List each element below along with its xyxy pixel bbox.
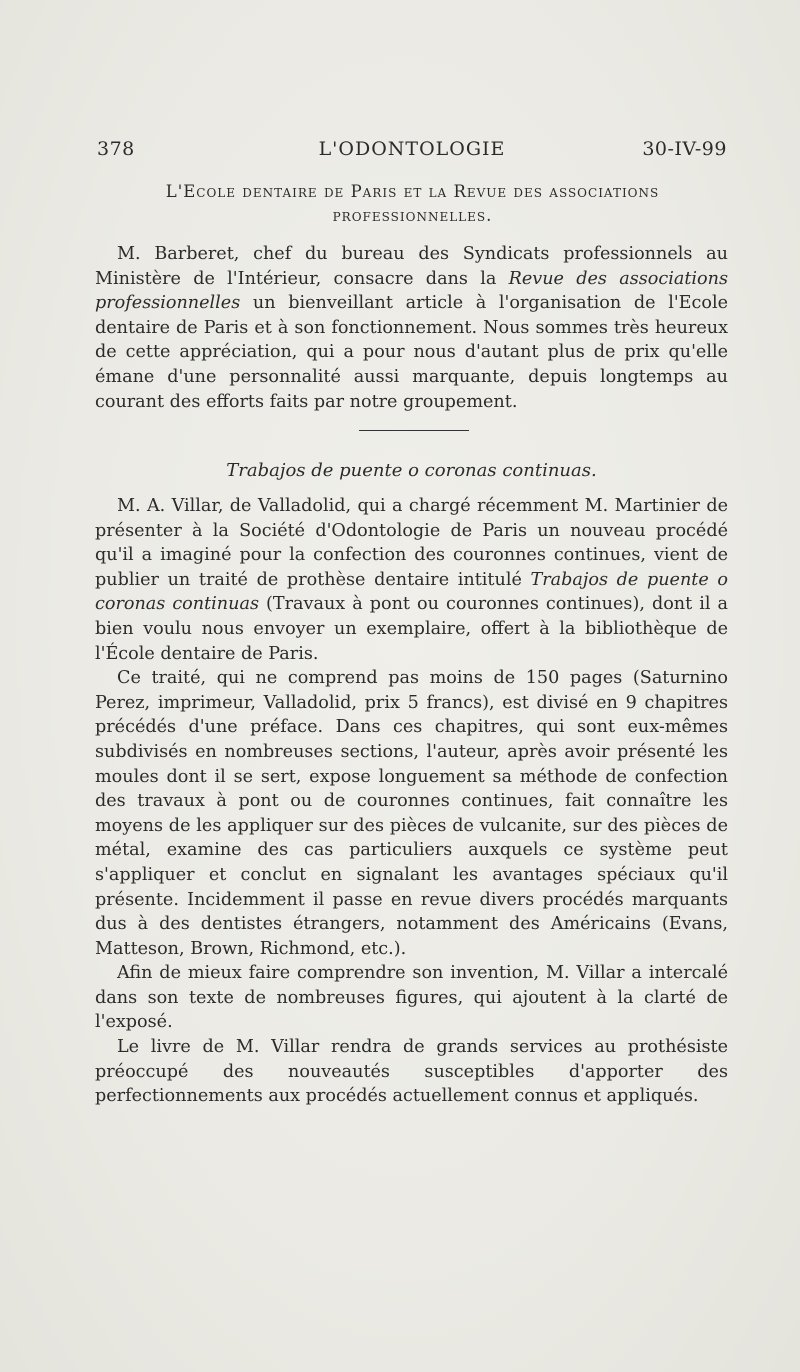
paragraph: Afin de mieux faire comprendre son invention, M. Villar a intercalé dans son texte de nombreuses figures, qui ajoutent à la clarté de l'exposé. <box>95 963 728 1033</box>
paragraph <box>95 494 728 666</box>
running-header <box>97 138 727 166</box>
page-number: 378 <box>97 138 135 160</box>
text-run: (Travaux à pont ou couronnes continues), dont il a bien voulu nous envoyer un exemplaire, offert à la bibliothèque de l'École dentaire de Paris. <box>95 594 728 664</box>
section-divider <box>359 430 469 431</box>
text-run: M. A. Villar, de Valladolid, qui a chargé récemment M. Martinier de présenter à la Société d'Odontologie de Paris un nouveau procédé qu'il a imaginé pour la confection des couronnes continues, vient de publier un traité de prothèse dentaire intitulé <box>95 496 728 590</box>
italic-title: Trabajos de puente o coronas continuas <box>95 569 729 615</box>
section-heading-trabajos: Trabajos de puente o coronas continuas. <box>226 460 597 481</box>
section-heading-ecole-dentaire <box>95 180 730 228</box>
section1-body <box>95 242 728 414</box>
journal-title: L'ODONTOLOGIE <box>318 138 506 160</box>
text-run: un bienveillant article à l'organisation de l'Ecole dentaire de Paris et à son fonctionnement. Nous sommes très heureux de cette appréciation, qui a pour nous d'autant plus de prix qu'elle émane d'une personnalité aussi marquante, depuis longtemps au courant des efforts faits par notre groupement. <box>95 293 728 412</box>
paragraph <box>95 242 728 414</box>
paragraph: Le livre de M. Villar rendra de grands services au prothésiste préoccupé des nouveautés susceptibles d'apporter des perfectionnements aux procédés actuellement connus et appliqués. <box>95 1037 728 1107</box>
italic-title: Revue des associations professionnelles <box>95 268 728 314</box>
text-run: M. Barberet, chef du bureau des Syndicats professionnels au Ministère de l'Intérieur, consacre dans la <box>95 244 728 289</box>
heading-line-2: professionnelles. <box>332 206 493 225</box>
issue-date: 30-IV-99 <box>642 138 727 160</box>
heading-line-1: L'Ecole dentaire de Paris et la Revue des associations <box>165 182 660 201</box>
paragraph: Ce traité, qui ne comprend pas moins de 150 pages (Saturnino Perez, imprimeur, Valladolid, prix 5 francs), est divisé en 9 chapitres précédés d'une préface. Dans ces chapitres, qui sont eux-mêmes subdivisés en nombreuses sections, l'auteur, après avoir présenté les moules dont il se sert, expose longuement sa méthode de confection des travaux à pont ou de couronnes continues, fait connaître les moyens de les appliquer sur des pièces de vulcanite, sur des pièces de métal, examine des cas particuliers auxquels ce système peut s'appliquer et conclut en signalant les avantages spéciaux qu'il présente. Incidemment il passe en revue divers procédés marquants dus à des dentistes étrangers, notamment des Américains (Evans, Matteson, Brown, Richmond, etc.). <box>95 668 728 959</box>
section2-body <box>95 494 728 1109</box>
